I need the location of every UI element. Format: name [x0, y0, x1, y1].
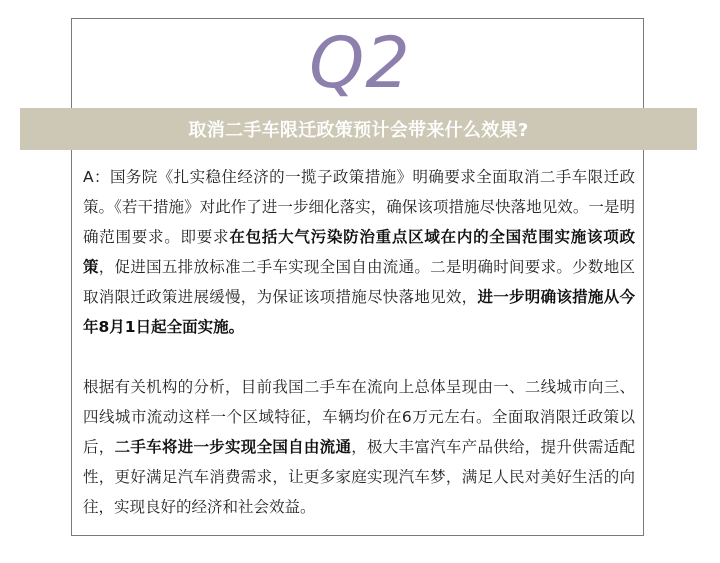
answer-body	[83, 162, 635, 522]
answer-text: ，极大丰富汽车产品供给，提升供需适配性，更好满足汽车消费需求，让更多家庭实现汽车梦，满足人民对美好生活的向往，实现良好的经济和社会效益。	[83, 438, 635, 516]
answer-text: 根据有关机构的分析，目前我国二手车在流向上总体呈现由一、二线城市向三、四线城市流动这样一个区域特征，车辆均价在6万元左右。全面取消限迁政策以后，	[83, 378, 635, 456]
answer-highlight: 在包括大气污染防治重点区域在内的全国范围实施该项政策	[83, 228, 635, 276]
answer-paragraph-2	[83, 372, 635, 522]
question-number: Q2	[309, 22, 411, 104]
question-banner	[20, 108, 697, 150]
answer-paragraph-1	[83, 162, 635, 342]
answer-highlight: 进一步明确该措施从今年8月1日起全面实施。	[83, 288, 635, 336]
answer-text: ，促进国五排放标准二手车实现全国自由流通。二是明确时间要求。少数地区取消限迁政策进展缓慢，为保证该项措施尽快落地见效，	[83, 258, 635, 306]
question-title: 取消二手车限迁政策预计会带来什么效果?	[188, 120, 529, 141]
answer-text: A：国务院《扎实稳住经济的一揽子政策措施》明确要求全面取消二手车限迁政策。《若干措施》对此作了进一步细化落实，确保该项措施尽快落地见效。一是明确范围要求。即要求	[83, 168, 635, 246]
answer-highlight: 二手车将进一步实现全国自由流通	[114, 438, 352, 456]
